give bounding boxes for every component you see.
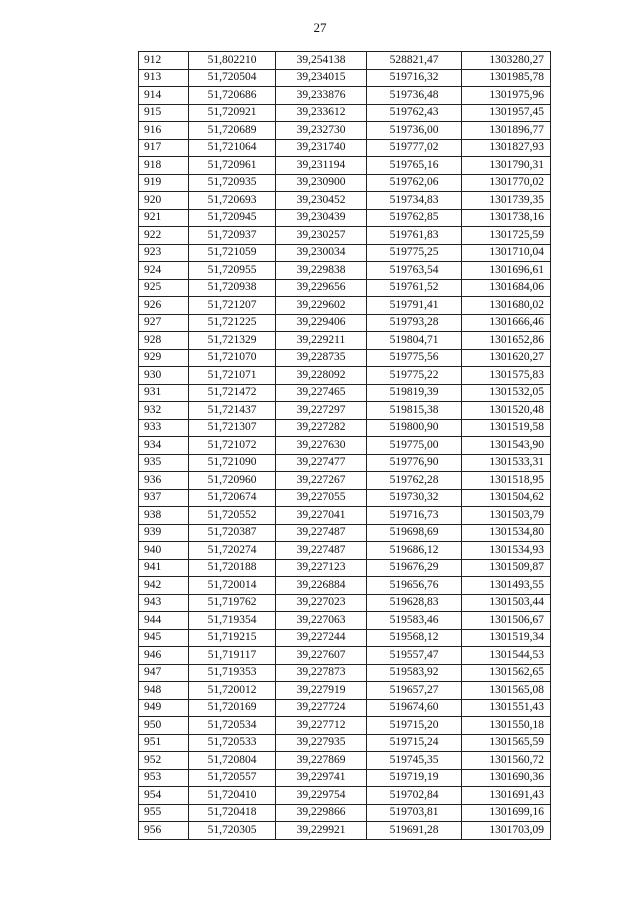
latitude-cell: 51,720945 [189,209,276,227]
x-coordinate-cell: 519676,29 [367,559,462,577]
longitude-cell: 39,230900 [276,174,367,192]
x-coordinate-cell: 519765,16 [367,157,462,175]
point-number-cell: 933 [139,419,189,437]
table-row [139,87,551,105]
x-coordinate-cell: 519716,73 [367,507,462,525]
longitude-cell: 39,230034 [276,244,367,262]
y-coordinate-cell: 1301827,93 [462,139,551,157]
x-coordinate-cell: 519775,22 [367,367,462,385]
table-row [139,769,551,787]
y-coordinate-cell: 1301680,02 [462,297,551,315]
y-coordinate-cell: 1301699,16 [462,804,551,822]
y-coordinate-cell: 1303280,27 [462,52,551,70]
longitude-cell: 39,227935 [276,734,367,752]
latitude-cell: 51,721059 [189,244,276,262]
latitude-cell: 51,720921 [189,104,276,122]
longitude-cell: 39,229406 [276,314,367,332]
longitude-cell: 39,227055 [276,489,367,507]
latitude-cell: 51,721072 [189,437,276,455]
latitude-cell: 51,720938 [189,279,276,297]
longitude-cell: 39,232730 [276,122,367,140]
y-coordinate-cell: 1301519,34 [462,629,551,647]
latitude-cell: 51,802210 [189,52,276,70]
longitude-cell: 39,227123 [276,559,367,577]
latitude-cell: 51,720674 [189,489,276,507]
table-row [139,682,551,700]
point-number-cell: 939 [139,524,189,542]
y-coordinate-cell: 1301518,95 [462,472,551,490]
latitude-cell: 51,720188 [189,559,276,577]
point-number-cell: 914 [139,87,189,105]
latitude-cell: 51,720937 [189,227,276,245]
x-coordinate-cell: 519800,90 [367,419,462,437]
x-coordinate-cell: 519628,83 [367,594,462,612]
point-number-cell: 938 [139,507,189,525]
point-number-cell: 953 [139,769,189,787]
longitude-cell: 39,227063 [276,612,367,630]
point-number-cell: 913 [139,69,189,87]
x-coordinate-cell: 519657,27 [367,682,462,700]
x-coordinate-cell: 519557,47 [367,647,462,665]
longitude-cell: 39,227869 [276,752,367,770]
table-row [139,524,551,542]
point-number-cell: 920 [139,192,189,210]
page-number: 27 [313,20,327,35]
table-row [139,314,551,332]
latitude-cell: 51,720533 [189,734,276,752]
longitude-cell: 39,233612 [276,104,367,122]
latitude-cell: 51,720410 [189,787,276,805]
point-number-cell: 932 [139,402,189,420]
longitude-cell: 39,227023 [276,594,367,612]
table-row [139,69,551,87]
latitude-cell: 51,721207 [189,297,276,315]
x-coordinate-cell: 519691,28 [367,822,462,840]
point-number-cell: 951 [139,734,189,752]
point-number-cell: 928 [139,332,189,350]
table-row [139,664,551,682]
longitude-cell: 39,229211 [276,332,367,350]
x-coordinate-cell: 519762,43 [367,104,462,122]
point-number-cell: 923 [139,244,189,262]
y-coordinate-cell: 1301896,77 [462,122,551,140]
x-coordinate-cell: 519715,20 [367,717,462,735]
point-number-cell: 921 [139,209,189,227]
table-row [139,139,551,157]
longitude-cell: 39,227465 [276,384,367,402]
table-row [139,787,551,805]
point-number-cell: 925 [139,279,189,297]
latitude-cell: 51,721472 [189,384,276,402]
longitude-cell: 39,227477 [276,454,367,472]
x-coordinate-cell: 519793,28 [367,314,462,332]
x-coordinate-cell: 519761,52 [367,279,462,297]
table-row [139,384,551,402]
point-number-cell: 934 [139,437,189,455]
x-coordinate-cell: 519745,35 [367,752,462,770]
table-row [139,489,551,507]
table-row [139,612,551,630]
x-coordinate-cell: 519730,32 [367,489,462,507]
y-coordinate-cell: 1301975,96 [462,87,551,105]
latitude-cell: 51,720960 [189,472,276,490]
point-number-cell: 919 [139,174,189,192]
latitude-cell: 51,720012 [189,682,276,700]
table-row [139,577,551,595]
y-coordinate-cell: 1301533,31 [462,454,551,472]
point-number-cell: 956 [139,822,189,840]
latitude-cell: 51,720387 [189,524,276,542]
latitude-cell: 51,720504 [189,69,276,87]
longitude-cell: 39,229921 [276,822,367,840]
y-coordinate-cell: 1301520,48 [462,402,551,420]
table-row [139,402,551,420]
longitude-cell: 39,227724 [276,699,367,717]
x-coordinate-cell: 519656,76 [367,577,462,595]
y-coordinate-cell: 1301550,18 [462,717,551,735]
table-row [139,629,551,647]
x-coordinate-cell: 519736,00 [367,122,462,140]
y-coordinate-cell: 1301493,55 [462,577,551,595]
y-coordinate-cell: 1301703,09 [462,822,551,840]
point-number-cell: 954 [139,787,189,805]
longitude-cell: 39,230452 [276,192,367,210]
table-row [139,174,551,192]
latitude-cell: 51,720961 [189,157,276,175]
x-coordinate-cell: 519719,19 [367,769,462,787]
x-coordinate-cell: 519776,90 [367,454,462,472]
table-row [139,542,551,560]
y-coordinate-cell: 1301562,65 [462,664,551,682]
y-coordinate-cell: 1301985,78 [462,69,551,87]
longitude-cell: 39,234015 [276,69,367,87]
point-number-cell: 922 [139,227,189,245]
latitude-cell: 51,720014 [189,577,276,595]
latitude-cell: 51,720935 [189,174,276,192]
x-coordinate-cell: 519815,38 [367,402,462,420]
x-coordinate-cell: 519698,69 [367,524,462,542]
longitude-cell: 39,227297 [276,402,367,420]
point-number-cell: 926 [139,297,189,315]
longitude-cell: 39,227267 [276,472,367,490]
table-row [139,472,551,490]
latitude-cell: 51,720557 [189,769,276,787]
latitude-cell: 51,720693 [189,192,276,210]
latitude-cell: 51,720804 [189,752,276,770]
longitude-cell: 39,227607 [276,647,367,665]
y-coordinate-cell: 1301544,53 [462,647,551,665]
longitude-cell: 39,227244 [276,629,367,647]
point-number-cell: 917 [139,139,189,157]
point-number-cell: 945 [139,629,189,647]
x-coordinate-cell: 519762,06 [367,174,462,192]
latitude-cell: 51,721071 [189,367,276,385]
y-coordinate-cell: 1301575,83 [462,367,551,385]
table-row [139,279,551,297]
table-row [139,752,551,770]
y-coordinate-cell: 1301532,05 [462,384,551,402]
table-row [139,559,551,577]
longitude-cell: 39,228092 [276,367,367,385]
y-coordinate-cell: 1301696,61 [462,262,551,280]
longitude-cell: 39,229741 [276,769,367,787]
x-coordinate-cell: 519715,24 [367,734,462,752]
table-row [139,454,551,472]
x-coordinate-cell: 519761,83 [367,227,462,245]
x-coordinate-cell: 519703,81 [367,804,462,822]
y-coordinate-cell: 1301509,87 [462,559,551,577]
longitude-cell: 39,229656 [276,279,367,297]
y-coordinate-cell: 1301738,16 [462,209,551,227]
latitude-cell: 51,721070 [189,349,276,367]
y-coordinate-cell: 1301710,04 [462,244,551,262]
latitude-cell: 51,721329 [189,332,276,350]
latitude-cell: 51,719353 [189,664,276,682]
y-coordinate-cell: 1301565,59 [462,734,551,752]
latitude-cell: 51,720534 [189,717,276,735]
longitude-cell: 39,227041 [276,507,367,525]
longitude-cell: 39,227487 [276,542,367,560]
x-coordinate-cell: 519791,41 [367,297,462,315]
point-number-cell: 937 [139,489,189,507]
y-coordinate-cell: 1301560,72 [462,752,551,770]
x-coordinate-cell: 519762,85 [367,209,462,227]
table-row [139,822,551,840]
longitude-cell: 39,229838 [276,262,367,280]
point-number-cell: 955 [139,804,189,822]
y-coordinate-cell: 1301534,93 [462,542,551,560]
table-row [139,262,551,280]
table-row [139,192,551,210]
table-row [139,717,551,735]
x-coordinate-cell: 519819,39 [367,384,462,402]
point-number-cell: 949 [139,699,189,717]
table-row [139,594,551,612]
x-coordinate-cell: 519716,32 [367,69,462,87]
latitude-cell: 51,720955 [189,262,276,280]
table-row [139,209,551,227]
x-coordinate-cell: 528821,47 [367,52,462,70]
x-coordinate-cell: 519775,25 [367,244,462,262]
x-coordinate-cell: 519583,92 [367,664,462,682]
point-number-cell: 941 [139,559,189,577]
table-row [139,804,551,822]
y-coordinate-cell: 1301790,31 [462,157,551,175]
table-row [139,52,551,70]
latitude-cell: 51,721437 [189,402,276,420]
y-coordinate-cell: 1301551,43 [462,699,551,717]
longitude-cell: 39,227873 [276,664,367,682]
point-number-cell: 943 [139,594,189,612]
point-number-cell: 930 [139,367,189,385]
y-coordinate-cell: 1301652,86 [462,332,551,350]
point-number-cell: 940 [139,542,189,560]
longitude-cell: 39,229602 [276,297,367,315]
latitude-cell: 51,721064 [189,139,276,157]
y-coordinate-cell: 1301503,44 [462,594,551,612]
table-row [139,157,551,175]
y-coordinate-cell: 1301684,06 [462,279,551,297]
table-row [139,647,551,665]
table-row [139,507,551,525]
longitude-cell: 39,227712 [276,717,367,735]
longitude-cell: 39,227630 [276,437,367,455]
longitude-cell: 39,227919 [276,682,367,700]
table-row [139,227,551,245]
latitude-cell: 51,721225 [189,314,276,332]
latitude-cell: 51,721307 [189,419,276,437]
y-coordinate-cell: 1301739,35 [462,192,551,210]
y-coordinate-cell: 1301957,45 [462,104,551,122]
point-number-cell: 924 [139,262,189,280]
x-coordinate-cell: 519777,02 [367,139,462,157]
longitude-cell: 39,231194 [276,157,367,175]
y-coordinate-cell: 1301506,67 [462,612,551,630]
x-coordinate-cell: 519775,00 [367,437,462,455]
point-number-cell: 915 [139,104,189,122]
latitude-cell: 51,720418 [189,804,276,822]
longitude-cell: 39,233876 [276,87,367,105]
longitude-cell: 39,229866 [276,804,367,822]
x-coordinate-cell: 519568,12 [367,629,462,647]
point-number-cell: 946 [139,647,189,665]
point-number-cell: 942 [139,577,189,595]
longitude-cell: 39,231740 [276,139,367,157]
latitude-cell: 51,719354 [189,612,276,630]
point-number-cell: 916 [139,122,189,140]
table-row [139,332,551,350]
point-number-cell: 947 [139,664,189,682]
table-row [139,244,551,262]
longitude-cell: 39,226884 [276,577,367,595]
longitude-cell: 39,227487 [276,524,367,542]
table-row [139,367,551,385]
latitude-cell: 51,720305 [189,822,276,840]
latitude-cell: 51,719762 [189,594,276,612]
latitude-cell: 51,720552 [189,507,276,525]
latitude-cell: 51,720686 [189,87,276,105]
longitude-cell: 39,230257 [276,227,367,245]
point-number-cell: 935 [139,454,189,472]
x-coordinate-cell: 519686,12 [367,542,462,560]
y-coordinate-cell: 1301770,02 [462,174,551,192]
latitude-cell: 51,721090 [189,454,276,472]
point-number-cell: 927 [139,314,189,332]
x-coordinate-cell: 519674,60 [367,699,462,717]
point-number-cell: 948 [139,682,189,700]
x-coordinate-cell: 519702,84 [367,787,462,805]
latitude-cell: 51,719117 [189,647,276,665]
longitude-cell: 39,254138 [276,52,367,70]
x-coordinate-cell: 519734,83 [367,192,462,210]
table-row [139,699,551,717]
longitude-cell: 39,230439 [276,209,367,227]
point-number-cell: 912 [139,52,189,70]
x-coordinate-cell: 519775,56 [367,349,462,367]
x-coordinate-cell: 519736,48 [367,87,462,105]
y-coordinate-cell: 1301534,80 [462,524,551,542]
table-row [139,104,551,122]
y-coordinate-cell: 1301666,46 [462,314,551,332]
y-coordinate-cell: 1301543,90 [462,437,551,455]
table-row [139,734,551,752]
point-number-cell: 952 [139,752,189,770]
x-coordinate-cell: 519804,71 [367,332,462,350]
y-coordinate-cell: 1301620,27 [462,349,551,367]
y-coordinate-cell: 1301503,79 [462,507,551,525]
y-coordinate-cell: 1301519,58 [462,419,551,437]
table-row [139,349,551,367]
point-number-cell: 950 [139,717,189,735]
latitude-cell: 51,720274 [189,542,276,560]
table-row [139,437,551,455]
point-number-cell: 931 [139,384,189,402]
table-row [139,297,551,315]
point-number-cell: 944 [139,612,189,630]
latitude-cell: 51,719215 [189,629,276,647]
longitude-cell: 39,228735 [276,349,367,367]
latitude-cell: 51,720169 [189,699,276,717]
x-coordinate-cell: 519583,46 [367,612,462,630]
table-row [139,122,551,140]
table-body [139,52,551,840]
coordinates-table [138,51,551,840]
y-coordinate-cell: 1301690,36 [462,769,551,787]
x-coordinate-cell: 519763,54 [367,262,462,280]
point-number-cell: 929 [139,349,189,367]
y-coordinate-cell: 1301565,08 [462,682,551,700]
point-number-cell: 918 [139,157,189,175]
point-number-cell: 936 [139,472,189,490]
longitude-cell: 39,227282 [276,419,367,437]
latitude-cell: 51,720689 [189,122,276,140]
x-coordinate-cell: 519762,28 [367,472,462,490]
y-coordinate-cell: 1301725,59 [462,227,551,245]
y-coordinate-cell: 1301504,62 [462,489,551,507]
table-row [139,419,551,437]
longitude-cell: 39,229754 [276,787,367,805]
y-coordinate-cell: 1301691,43 [462,787,551,805]
